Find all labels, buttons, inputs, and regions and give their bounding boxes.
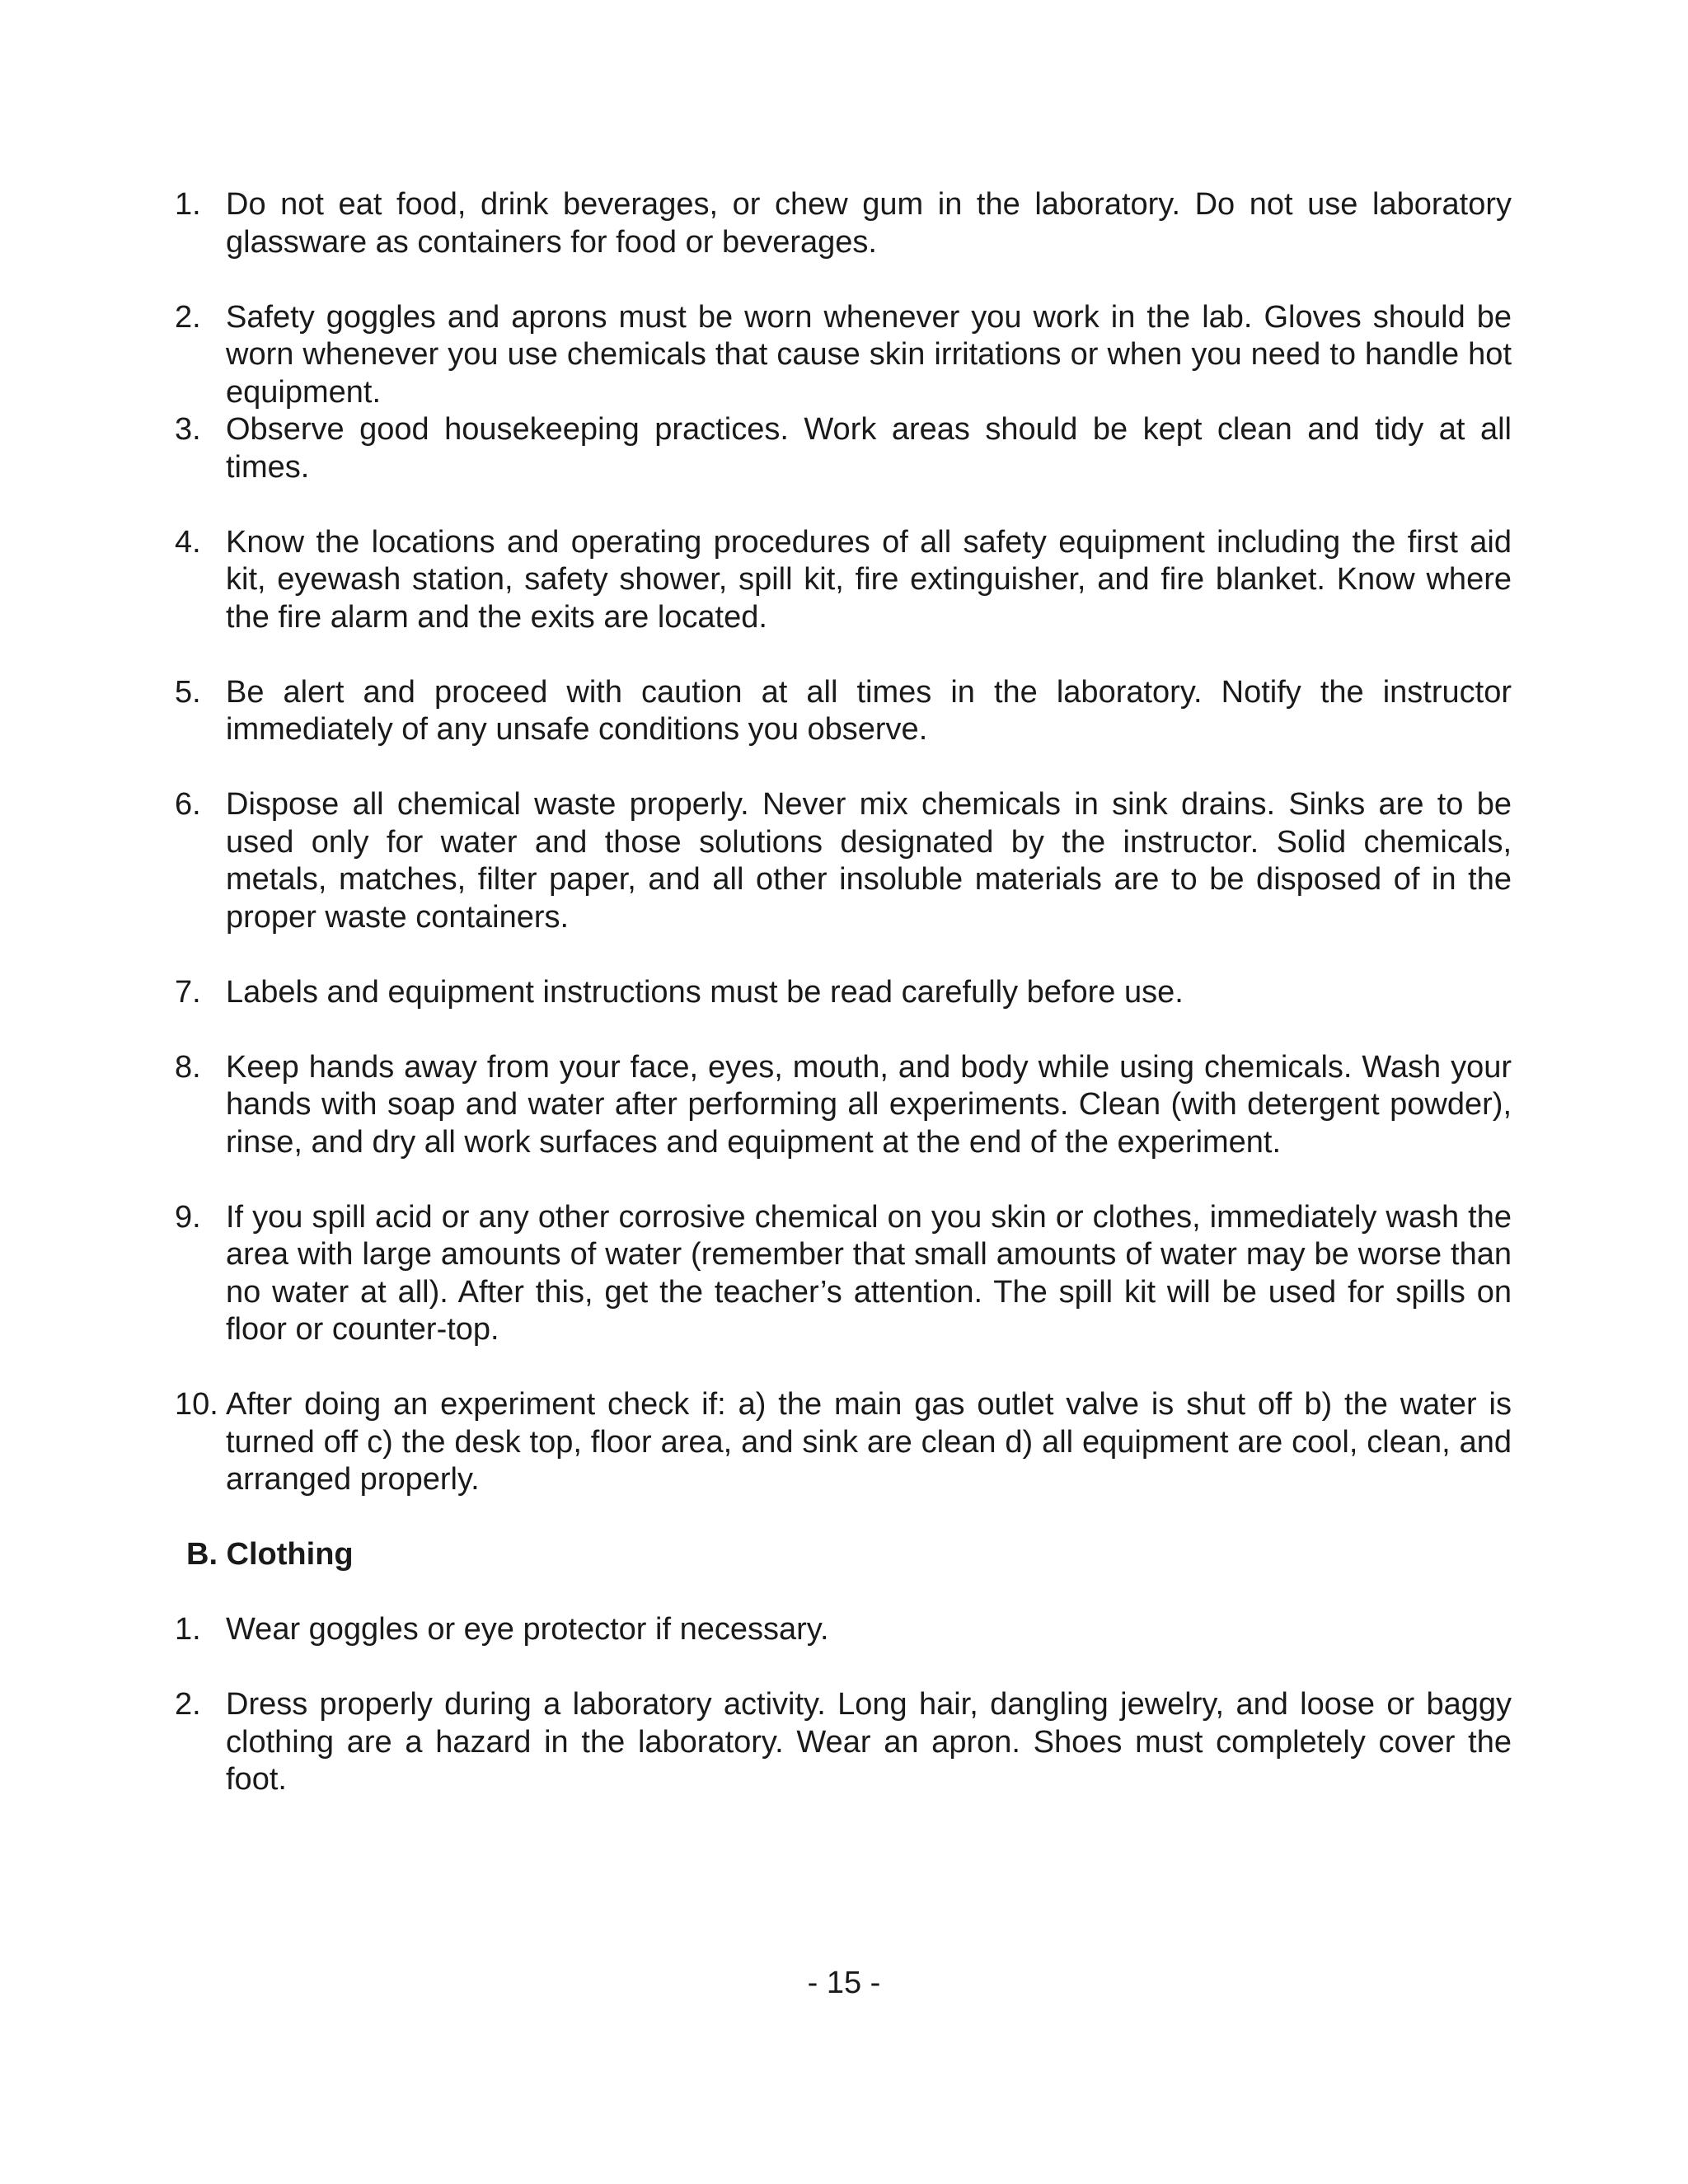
rule-number: 9. xyxy=(175,1199,201,1235)
rule-text: Dispose all chemical waste properly. Never mix chemicals in sink drains. Sinks are to be used only for water and those solutions designated by the instructor. Solid chemicals, metals, matches, filter paper, and all other insoluble materials are to be disposed of in the proper waste containers. xyxy=(226,787,1512,935)
rule-text: Keep hands away from your face, eyes, mouth, and body while using chemicals. Wash your hands with soap and water after performing all experiments. Clean (with detergent powder), rinse, and dry all work surfaces and equipment at the end of the experiment. xyxy=(226,1049,1512,1160)
rule-text: Observe good housekeeping practices. Work areas should be kept clean and tidy at all times. xyxy=(226,412,1512,485)
rule-text: Do not eat food, drink beverages, or chew gum in the laboratory. Do not use laboratory glassware as containers for food or beverages. xyxy=(226,187,1512,260)
clothing-item-text: Dress properly during a laboratory activity. Long hair, dangling jewelry, and loose or baggy clothing are a hazard in the laboratory. Wear an apron. Shoes must completely cover the foot. xyxy=(226,1687,1512,1797)
rule-text: Safety goggles and aprons must be worn whenever you work in the lab. Gloves should be worn whenever you use chemicals that cause skin irritations or when you need to handle hot equipment. xyxy=(226,299,1512,410)
rule-text: After doing an experiment check if: a) the main gas outlet valve is shut off b) the water is turned off c) the desk top, floor area, and sink are clean d) all equipment are cool, clean, and arranged properly. xyxy=(226,1387,1512,1497)
rule-number: 4. xyxy=(175,524,201,560)
rule-number: 8. xyxy=(175,1049,201,1085)
rule-2 xyxy=(175,299,1512,412)
rule-text: Be alert and proceed with caution at all times in the laboratory. Notify the instructor immediately of any unsafe conditions you observe. xyxy=(226,674,1512,747)
rule-number: 7. xyxy=(175,974,201,1010)
rule-text: If you spill acid or any other corrosive chemical on you skin or clothes, immediately wash the area with large amounts of water (remember that small amounts of water may be worse than no water at all). After this, get the teacher’s attention. The spill kit will be used for spills on floor or counter-top. xyxy=(226,1199,1512,1347)
rule-1 xyxy=(175,186,1512,261)
rule-text: Know the locations and operating procedures of all safety equipment including the first aid kit, eyewash station, safety shower, spill kit, fire extinguisher, and fire blanket. Know where the fire alarm and the exits are located. xyxy=(226,524,1512,635)
rule-number: 6. xyxy=(175,787,201,822)
rule-number: 5. xyxy=(175,674,201,710)
rule-8 xyxy=(175,1049,1512,1162)
clothing-item-1 xyxy=(175,1611,1512,1649)
page-number: - 15 - xyxy=(807,1966,881,2000)
rule-number: 1. xyxy=(175,187,201,222)
clothing-item-number: 2. xyxy=(175,1687,201,1722)
rule-10 xyxy=(175,1386,1512,1499)
clothing-item-2 xyxy=(175,1686,1512,1799)
rule-text: Labels and equipment instructions must be read carefully before use. xyxy=(226,974,1184,1010)
clothing-item-number: 1. xyxy=(175,1612,201,1647)
clothing-item-text: Wear goggles or eye protector if necessary. xyxy=(226,1612,829,1647)
rule-3 xyxy=(175,411,1512,486)
section-heading-clothing: B. Clothing xyxy=(186,1537,354,1572)
rule-number: 2. xyxy=(175,299,201,335)
rule-5 xyxy=(175,674,1512,749)
rule-6 xyxy=(175,786,1512,936)
rule-9 xyxy=(175,1199,1512,1349)
rule-4 xyxy=(175,524,1512,637)
rule-7 xyxy=(175,974,1512,1012)
rule-number: 3. xyxy=(175,412,201,447)
document-content xyxy=(175,186,1512,1799)
rule-number: 10. xyxy=(175,1387,218,1422)
